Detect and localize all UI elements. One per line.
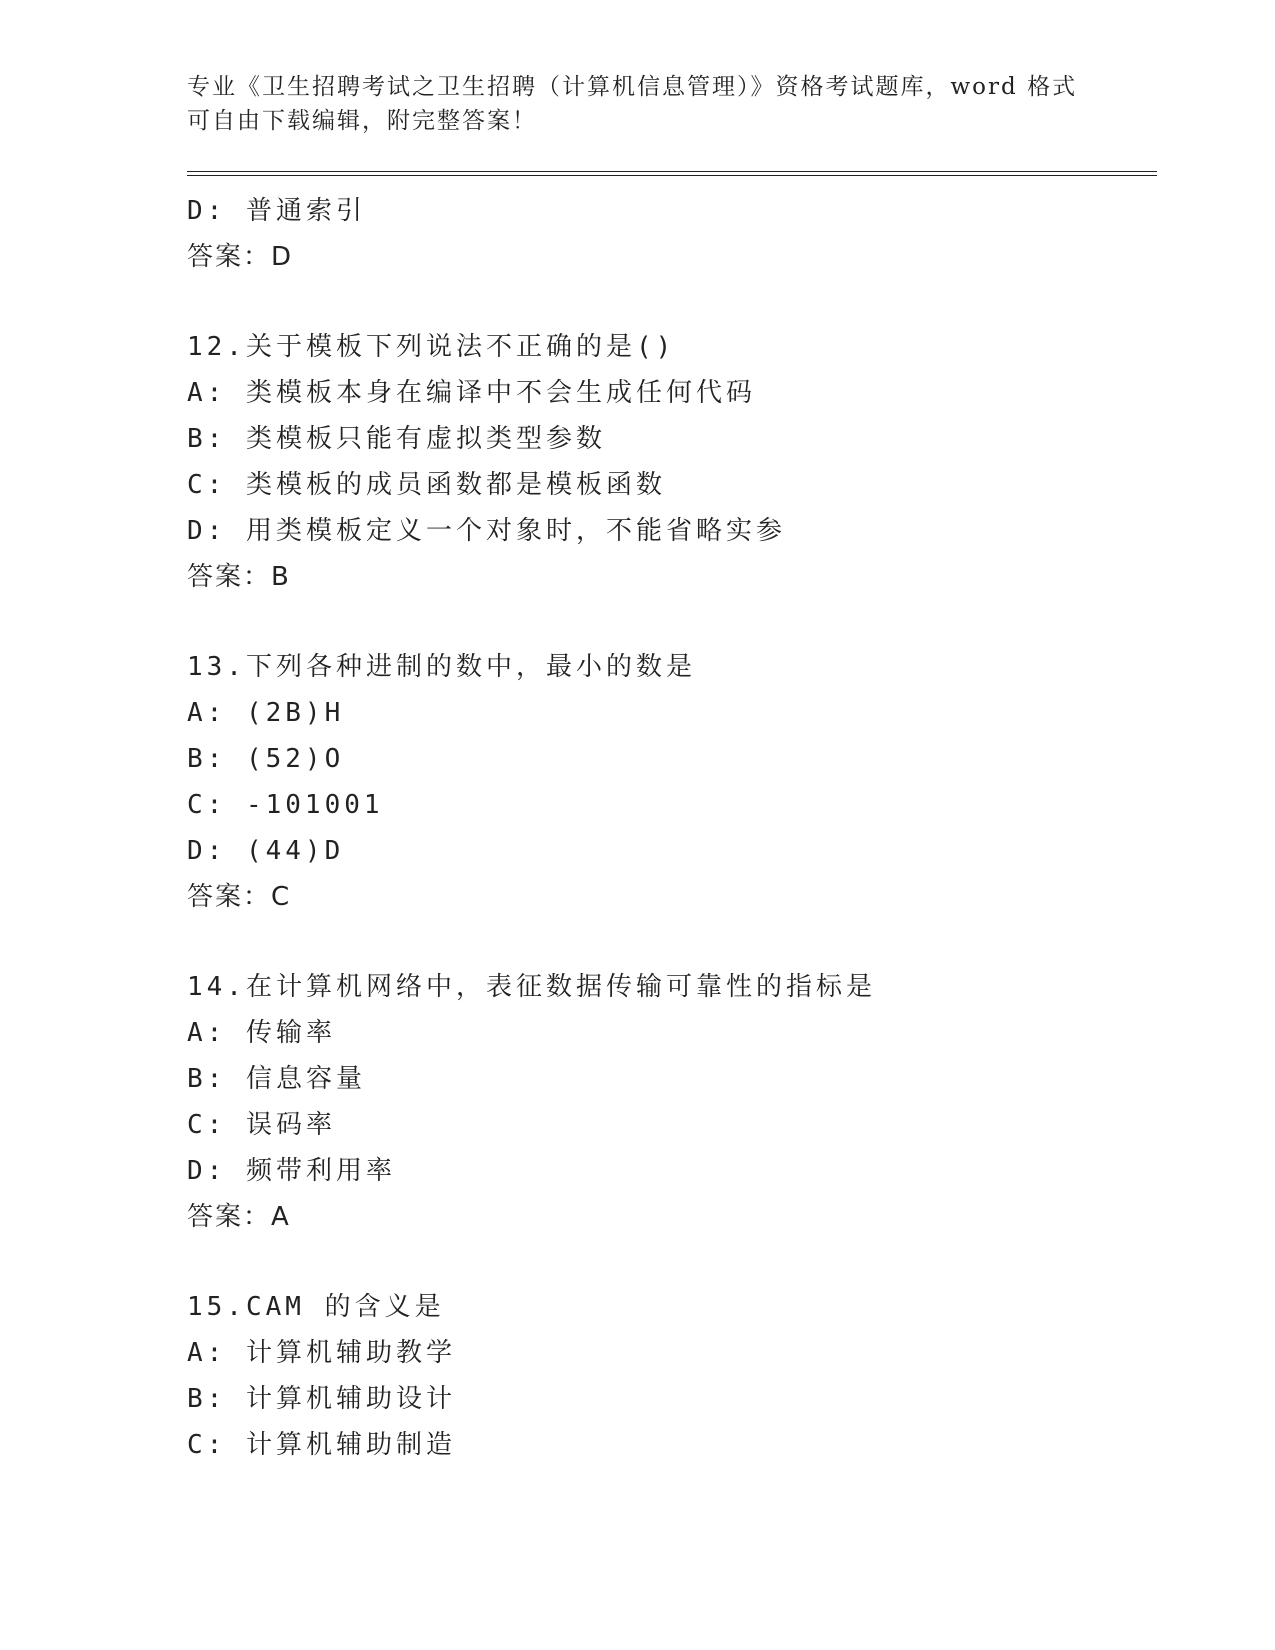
header-line-2: 可自由下载编辑，附完整答案！ (187, 108, 537, 134)
option-a: A: (2B)H (187, 698, 345, 728)
option-c: C: -101001 (187, 790, 384, 820)
option-b: B: 类模板只能有虚拟类型参数 (187, 424, 606, 454)
option-a: A: 类模板本身在编译中不会生成任何代码 (187, 378, 756, 408)
question-stem: 15.CAM 的含义是 (187, 1292, 445, 1322)
option-b: B: 信息容量 (187, 1064, 366, 1094)
prev-answer: 答案：D (187, 242, 294, 272)
option-c: C: 类模板的成员函数都是模板函数 (187, 470, 666, 500)
header-rule-top (187, 171, 1157, 172)
header-line-1: 专业《卫生招聘考试之卫生招聘（计算机信息管理）》资格考试题库，word 格式 (187, 74, 1078, 100)
option-b: B: 计算机辅助设计 (187, 1384, 456, 1414)
option-d: D: 用类模板定义一个对象时，不能省略实参 (187, 516, 786, 546)
option-b: B: (52)O (187, 744, 345, 774)
question-stem: 14.在计算机网络中，表征数据传输可靠性的指标是 (187, 972, 876, 1002)
question-13 (187, 644, 1147, 920)
question-stem: 13.下列各种进制的数中，最小的数是 (187, 652, 696, 682)
answer: 答案：A (187, 1202, 291, 1232)
answer: 答案：C (187, 882, 292, 912)
option-c: C: 计算机辅助制造 (187, 1430, 456, 1460)
question-stem: 12.关于模板下列说法不正确的是() (187, 332, 676, 362)
answer: 答案：B (187, 562, 291, 592)
question-12 (187, 324, 1147, 600)
option-d: D: 频带利用率 (187, 1156, 396, 1186)
option-c: C: 误码率 (187, 1110, 336, 1140)
question-list (187, 188, 1147, 1468)
prev-option-d: D: 普通索引 (187, 196, 366, 226)
question-14 (187, 964, 1147, 1240)
header-rule-bottom (187, 175, 1157, 176)
option-a: A: 计算机辅助教学 (187, 1338, 456, 1368)
option-a: A: 传输率 (187, 1018, 336, 1048)
option-d: D: (44)D (187, 836, 345, 866)
document-header (187, 70, 1087, 138)
question-15 (187, 1284, 1147, 1468)
